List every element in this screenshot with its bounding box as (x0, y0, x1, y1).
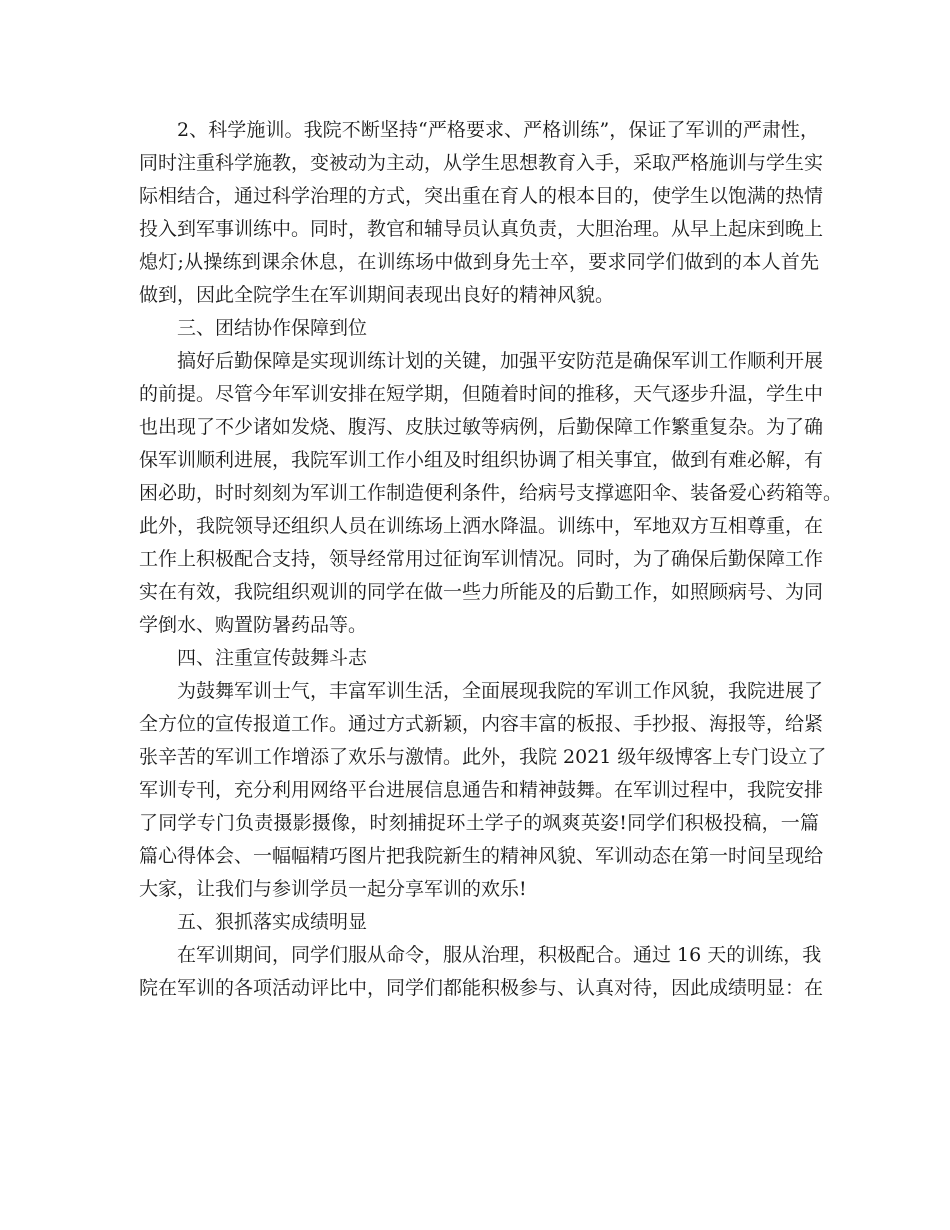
text-line: 搞好后勤保障是实现训练计划的关键，加强平安防范是确保军训工作顺利开展 (177, 350, 824, 372)
text-line: 2、科学施训。我院不断坚持“严格要求、严格训练”，保证了军训的严肃性， (177, 119, 819, 141)
text-line: 投入到军事训练中。同时，教官和辅导员认真负责，大胆治理。从早上起床到晚上 (139, 218, 824, 240)
text-line: 五、狠抓落实成绩明显 (177, 911, 368, 933)
text-line: 做到，因此全院学生在军训期间表现出良好的精神风貌。 (139, 284, 615, 306)
text-line: 张辛苦的军训工作增添了欢乐与激情。此外，我院 2021 级年级博客上专门设立了 (139, 746, 827, 768)
text-line: 军训专刊，充分利用网络平台进展信息通告和精神鼓舞。在军训过程中，我院安排 (139, 779, 824, 801)
text-line: 同时注重科学施教，变被动为主动，从学生思想教育入手，采取严格施训与学生实 (139, 152, 824, 174)
text-line: 学倒水、购置防暑药品等。 (139, 614, 368, 636)
text-line: 在军训期间，同学们服从命令，服从治理，积极配合。通过 16 天的训练，我 (177, 944, 822, 966)
text-line: 的前提。尽管今年军训安排在短学期，但随着时间的推移，天气逐步升温，学生中 (139, 383, 824, 405)
text-line: 院在军训的各项活动评比中，同学们都能积极参与、认真对待，因此成绩明显：在 (139, 977, 824, 999)
text-line: 此外，我院领导还组织人员在训练场上洒水降温。训练中，军地双方互相尊重，在 (139, 515, 824, 537)
text-line: 熄灯;从操练到课余休息，在训练场中做到身先士卒，要求同学们做到的本人首先 (139, 251, 819, 273)
text-line: 篇心得体会、一幅幅精巧图片把我院新生的精神风貌、军训动态在第一时间呈现给 (139, 845, 824, 867)
text-line: 困必助，时时刻刻为军训工作制造便利条件，给病号支撑遮阳伞、装备爱心药箱等。 (139, 482, 843, 504)
text-line: 三、团结协作保障到位 (177, 317, 368, 339)
text-line: 际相结合，通过科学治理的方式，突出重在育人的根本目的，使学生以饱满的热情 (139, 185, 824, 207)
text-line: 实在有效，我院组织观训的同学在做一些力所能及的后勤工作，如照顾病号、为同 (139, 581, 824, 603)
text-line: 了同学专门负责摄影摄像，时刻捕捉环土学子的飒爽英姿!同学们积极投稿，一篇 (139, 812, 819, 834)
text-line: 保军训顺利进展，我院军训工作小组及时组织协调了相关事宜，做到有难必解，有 (139, 449, 824, 471)
text-line: 四、注重宣传鼓舞斗志 (177, 647, 368, 669)
text-line: 为鼓舞军训士气，丰富军训生活，全面展现我院的军训工作风貌，我院进展了 (177, 680, 824, 702)
text-line: 大家，让我们与参训学员一起分享军训的欢乐! (139, 878, 527, 900)
text-line: 也出现了不少诸如发烧、腹泻、皮肤过敏等病例，后勤保障工作繁重复杂。为了确 (139, 416, 824, 438)
document-body (139, 114, 843, 1005)
text-line: 工作上积极配合支持，领导经常用过征询军训情况。同时，为了确保后勤保障工作 (139, 548, 824, 570)
text-line: 全方位的宣传报道工作。通过方式新颖，内容丰富的板报、手抄报、海报等，给紧 (139, 713, 824, 735)
